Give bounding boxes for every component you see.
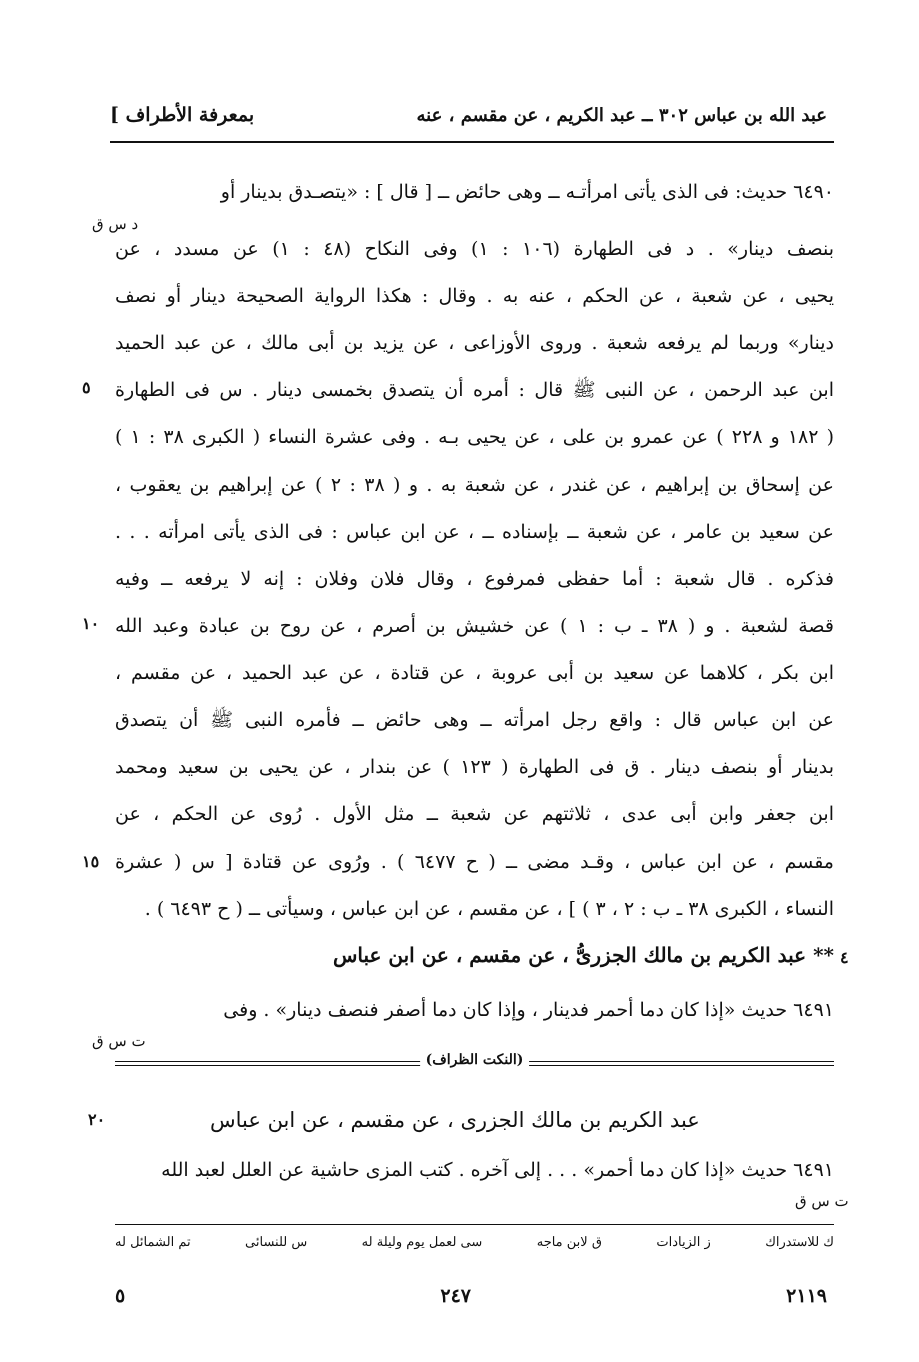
header-book-title: بمعرفة الأطراف ]	[110, 104, 255, 126]
text-line-15: مقسم ، عن ابن عباس ، وقـد مضى ــ ( ح ٦٤٧٧ ) . ورُوى عن قتادة [ س ( عشرة	[115, 851, 834, 873]
line-marker-5: ٥	[82, 378, 91, 397]
text-line-12: عن ابن عباس قال : واقع رجل امرأته ــ وهى حائض ــ فأمره النبى ﷺ أن يتصدق	[115, 709, 834, 731]
line-marker-10: ١٠	[82, 614, 100, 633]
sequence-number: ٢١١٩	[786, 1285, 827, 1307]
legend-item: س للنسائى	[245, 1235, 308, 1250]
sigla-legend	[115, 1235, 834, 1261]
header-rule	[110, 141, 834, 143]
page-footer	[115, 1285, 827, 1313]
text-line-9: فذكره . قال شعبة : أما حفظى فمرفوع ، وقال فلان وفلان : إنه لا يرفعه ــ وفيه	[115, 568, 834, 590]
sigla-6491: ت س ق	[92, 1032, 146, 1050]
text-line-11: ابن بكر ، كلاهما عن سعيد بن أبى عروبة ، عن قتادة ، عن عبد الحميد ، عن مقسم ،	[115, 662, 834, 684]
volume-number: ٥	[115, 1285, 126, 1307]
line-marker-15: ١٥	[82, 852, 100, 871]
nukat-hadith-line: ٦٤٩١ حديث «إذا كان دما أحمر» . . . إلى آخره . كتب المزى حاشية عن العلل لعبد الله	[161, 1159, 834, 1181]
text-line-2: بنصف دينار» . د فى الطهارة (١٠٦ : ١) وفى النكاح (٤٨ : ١) عن مسدد ، عن	[115, 238, 834, 260]
text-line-5: ابن عبد الرحمن ، عن النبى ﷺ قال : أمره أن يتصدق بخمسى دينار . س فى الطهارة	[115, 379, 834, 401]
sigla-6490: د س ق	[92, 215, 139, 233]
text-line-1: ٦٤٩٠ حديث: فى الذى يأتى امرأتـه ــ وهى حائض ــ [ قال ] : «يتصـدق بدينار أو	[220, 181, 834, 203]
legend-item: ق لابن ماجه	[536, 1235, 602, 1250]
text-line-4: دينار» وربما لم يرفعه شعبة . وروى الأوزاعى ، عن يزيد بن أبى مالك ، عن عبد الحميد	[115, 332, 834, 354]
nukat-divider	[115, 1054, 834, 1074]
text-line-6: ( ١٨٢ و ٢٢٨ ) عن عمرو بن على ، عن يحيى بـه . وفى عشرة النساء ( الكبرى ٣٨ : ١ )	[115, 426, 834, 448]
header-chapter-title: عبد الله بن عباس ٣٠٢ ــ عبد الكريم ، عن مقسم ، عنه	[416, 104, 827, 126]
running-header	[110, 100, 827, 130]
footer-rule	[115, 1224, 834, 1225]
text-line-16: النساء ، الكبرى ٣٨ ـ ب : ٢ ، ٣ ) ] ، عن مقسم ، عن ابن عباس ، وسيأتى ــ ( ح ٦٤٩٣ ) .	[144, 898, 834, 920]
text-line-13: بدينار أو بنصف دينار . ق فى الطهارة ( ١٢٣ ) عن بندار ، عن يحيى بن سعيد ومحمد	[115, 756, 834, 778]
divider-label: (النكت الظراف)	[420, 1052, 530, 1068]
text-line-10: قصة لشعبة . و ( ٣٨ ـ ب : ١ ) عن خشيش بن أصرم ، عن روح بن عبادة وعبد الله	[115, 615, 834, 637]
text-line-7: عن إسحاق بن إبراهيم ، عن غندر ، عن شعبة به . و ( ٣٨ : ٢ ) عن إبراهيم بن يعقوب ،	[115, 474, 834, 496]
nukat-title: عبد الكريم بن مالك الجزرى ، عن مقسم ، عن ابن عباس	[210, 1108, 700, 1132]
narrator-heading: ** عبد الكريم بن مالك الجزرىُّ ، عن مقسم ، عن ابن عباس	[332, 943, 834, 967]
legend-item: ك للاستدراك	[765, 1235, 834, 1250]
legend-item: تم الشمائل له	[115, 1235, 191, 1250]
heading-marker: ٤	[840, 948, 849, 967]
text-line-3: يحيى ، عن شعبة ، عن الحكم ، عنه به . وقال : هكذا الرواية الصحيحة دينار أو نصف	[115, 285, 834, 307]
text-line-8: عن سعيد بن عامر ، عن شعبة ــ بإسناده ــ ، عن ابن عباس : فى الذى يأتى امرأته . . .	[115, 521, 834, 543]
text-line-14: ابن جعفر وابن أبى عدى ، ثلاثتهم عن شعبة ــ مثل الأول . رُوى عن الحكم ، عن	[115, 803, 834, 825]
legend-item: ز الزيادات	[656, 1235, 711, 1250]
legend-item: سى لعمل يوم وليلة له	[361, 1235, 483, 1250]
nukat-sigla: ت س ق	[795, 1192, 849, 1210]
page-number: ٢٤٧	[440, 1285, 472, 1307]
line-marker-20: ٢٠	[88, 1110, 106, 1129]
hadith-6491-line: ٦٤٩١ حديث «إذا كان دما أحمر فدينار ، وإذا كان دما أصفر فنصف دينار» . وفى	[223, 999, 834, 1021]
